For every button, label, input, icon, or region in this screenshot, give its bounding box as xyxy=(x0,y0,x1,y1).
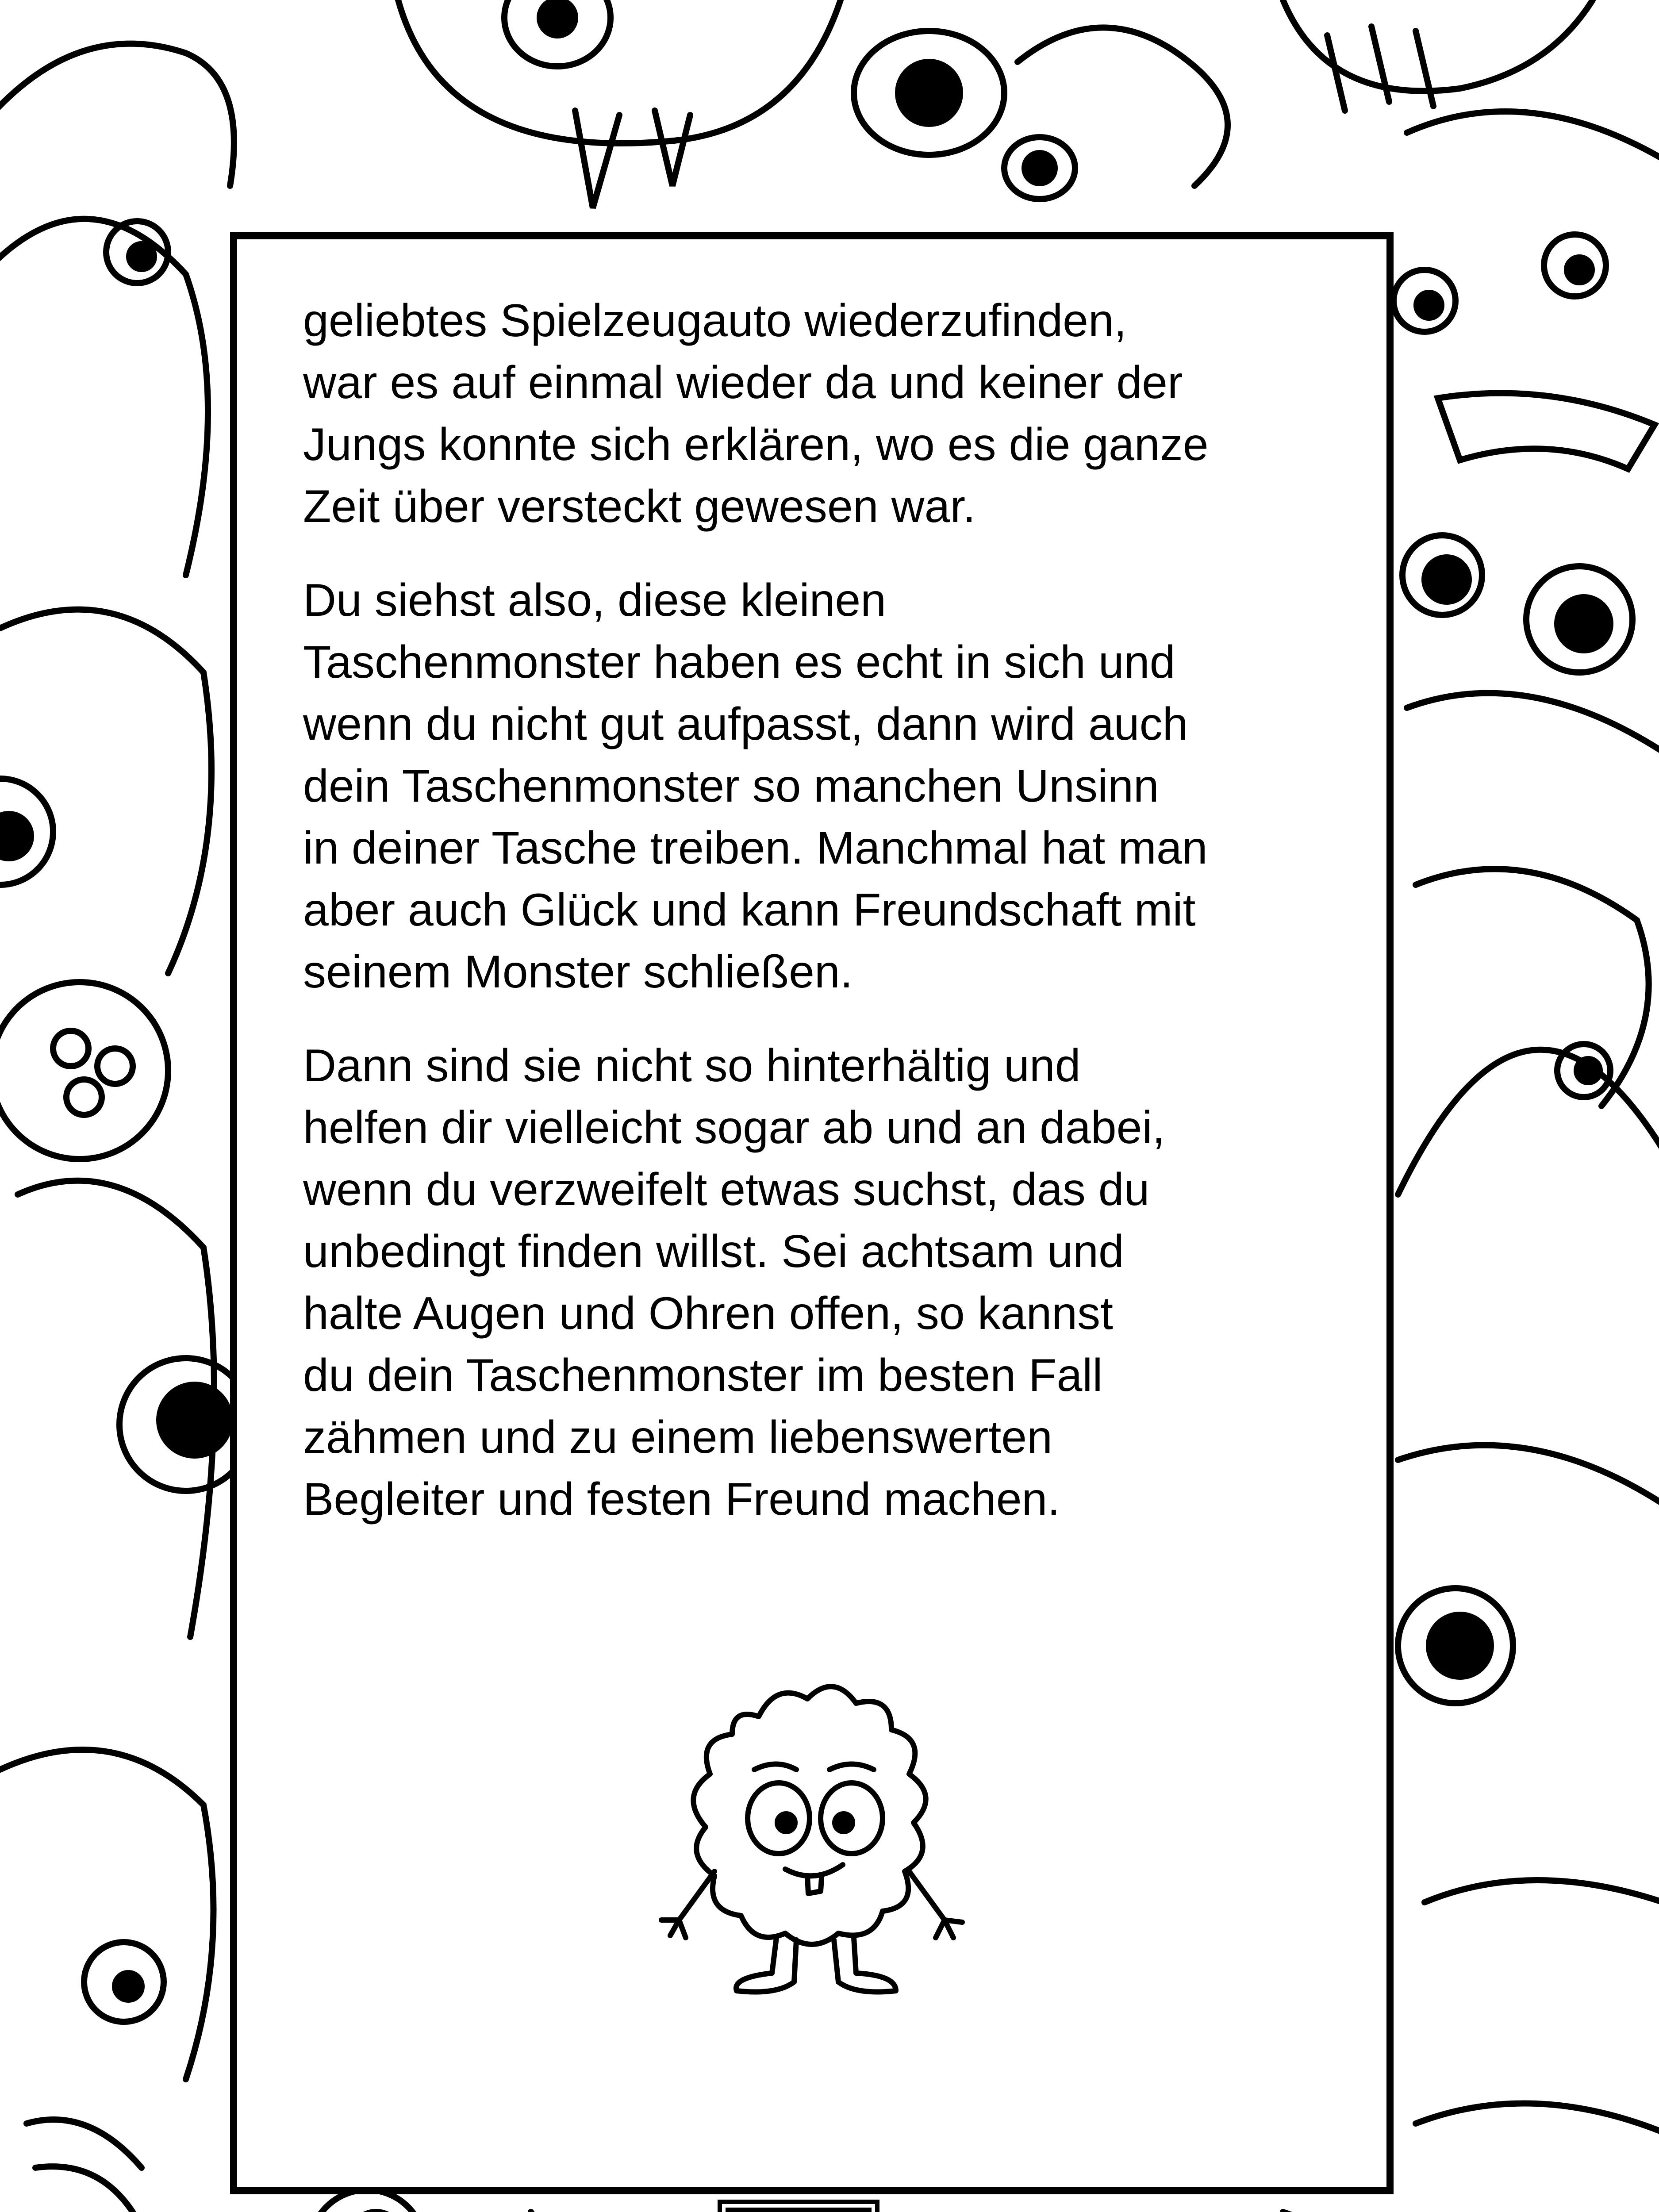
paragraph-2 xyxy=(303,569,1356,1003)
text-line: Taschenmonster haben es echt in sich und xyxy=(303,637,1175,688)
text-line: dein Taschenmonster so manchen Unsinn xyxy=(303,760,1159,812)
text-line: Dann sind sie nicht so hinterhältig und xyxy=(303,1040,1081,1091)
text-line: du dein Taschenmonster im besten Fall xyxy=(303,1350,1103,1401)
story-text xyxy=(303,290,1356,1562)
text-line: wenn du nicht gut aufpasst, dann wird auch xyxy=(303,699,1188,750)
text-line: Du siehst also, diese kleinen xyxy=(303,575,887,626)
page-number-box xyxy=(726,2208,872,2212)
text-line: geliebtes Spielzeugauto wiederzufinden, xyxy=(303,295,1127,346)
text-line: in deiner Tasche treiben. Manchmal hat man xyxy=(303,822,1208,874)
text-line: helfen dir vielleicht sogar ab und an dabei, xyxy=(303,1102,1165,1153)
text-line: Jungs konnte sich erklären, wo es die ganze xyxy=(303,419,1209,470)
text-line: unbedingt finden willst. Sei achtsam und xyxy=(303,1226,1124,1277)
paragraph-1 xyxy=(303,290,1356,538)
text-line: war es auf einmal wieder da und keiner der xyxy=(303,357,1183,408)
text-line: Zeit über versteckt gewesen war. xyxy=(303,481,976,532)
smiling-fluffy-monster-icon xyxy=(644,1663,980,2013)
text-line: aber auch Glück und kann Freundschaft mit xyxy=(303,884,1196,936)
text-line: zähmen und zu einem liebenswerten xyxy=(303,1412,1052,1463)
text-line: seinem Monster schließen. xyxy=(303,946,853,998)
text-line: halte Augen und Ohren offen, so kannst xyxy=(303,1288,1114,1339)
text-line: wenn du verzweifelt etwas suchst, das du xyxy=(303,1164,1150,1215)
text-line: Begleiter und festen Freund machen. xyxy=(303,1474,1060,1525)
paragraph-3 xyxy=(303,1035,1356,1530)
